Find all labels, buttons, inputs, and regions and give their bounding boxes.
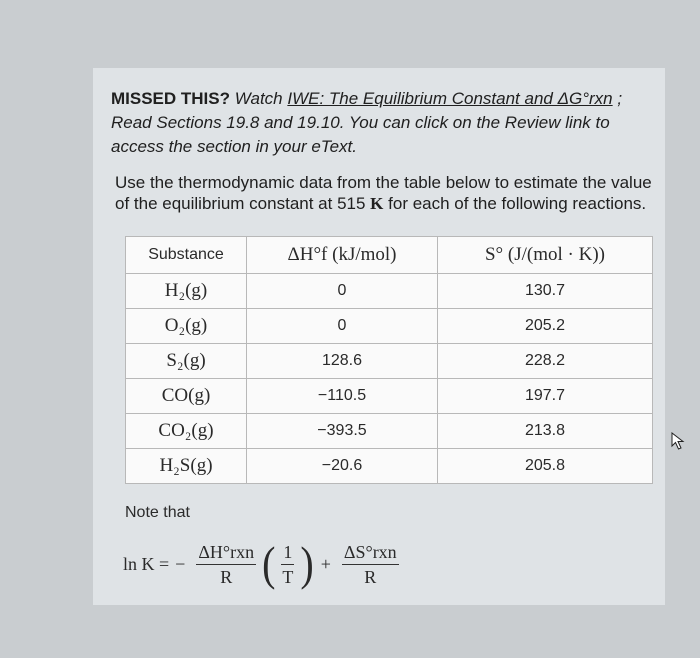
enthalpy-cell: −393.5 (247, 414, 438, 449)
prompt-after: for each of the following reactions. (388, 194, 647, 213)
entropy-cell: 205.8 (438, 449, 653, 484)
table-row (126, 344, 653, 379)
prompt-before: Use the thermodynamic data from the table below to estimate the value of the equilibrium constant at 515 (115, 173, 652, 213)
formula-minus: − (175, 553, 186, 574)
mouse-cursor-icon (670, 432, 686, 450)
entropy-numerator: ΔS°rxn (342, 540, 399, 565)
substance-cell: CO(g) (126, 379, 247, 414)
entropy-denominator: R (364, 566, 377, 587)
substance-cell: H₂(g) (126, 274, 247, 309)
inverse-temp-numerator: 1 (281, 540, 294, 565)
header-enthalpy: ΔH°f (kJ/mol) (247, 237, 438, 274)
read-sections-text: ; Read Sections 19.8 and 19.10. You can click on the Review link to access the section in your eText. (111, 89, 623, 156)
note-label: Note that (125, 504, 190, 521)
header-entropy: S° (J/(mol · K)) (438, 237, 653, 274)
entropy-cell: 228.2 (438, 344, 653, 379)
entropy-fraction (342, 540, 399, 589)
enthalpy-cell: 0 (247, 274, 438, 309)
iwe-link[interactable]: IWE: The Equilibrium Constant and ΔG°rxn (287, 89, 613, 108)
formula-plus: + (320, 553, 331, 574)
enthalpy-fraction (196, 540, 256, 589)
intro-text (111, 87, 651, 159)
substance-cell: CO₂(g) (126, 414, 247, 449)
entropy-cell: 197.7 (438, 379, 653, 414)
left-paren: ( (262, 536, 276, 591)
enthalpy-cell: −110.5 (247, 379, 438, 414)
table-row (126, 309, 653, 344)
table-row (126, 449, 653, 484)
entropy-cell: 130.7 (438, 274, 653, 309)
table-header-row (126, 237, 653, 274)
table-row (126, 274, 653, 309)
enthalpy-cell: 0 (247, 309, 438, 344)
formula-lhs: ln K = (123, 553, 170, 574)
thermo-data-table (125, 236, 653, 484)
enthalpy-denominator: R (220, 566, 233, 587)
enthalpy-cell: 128.6 (247, 344, 438, 379)
lnk-formula (123, 534, 404, 594)
prompt-unit: K (370, 194, 384, 213)
right-paren: ) (300, 536, 314, 591)
enthalpy-numerator: ΔH°rxn (196, 540, 256, 565)
table-row (126, 379, 653, 414)
header-substance: Substance (126, 237, 247, 274)
question-prompt (115, 172, 655, 214)
enthalpy-cell: −20.6 (247, 449, 438, 484)
inverse-temp-denominator: T (282, 566, 294, 587)
substance-cell: S₂(g) (126, 344, 247, 379)
substance-cell: H₂S(g) (126, 449, 247, 484)
inverse-temp-fraction (281, 540, 294, 589)
substance-cell: O₂(g) (126, 309, 247, 344)
entropy-cell: 213.8 (438, 414, 653, 449)
entropy-cell: 205.2 (438, 309, 653, 344)
table-row (126, 414, 653, 449)
watch-label: Watch (234, 89, 283, 108)
missed-this-label: MISSED THIS? (111, 89, 231, 108)
